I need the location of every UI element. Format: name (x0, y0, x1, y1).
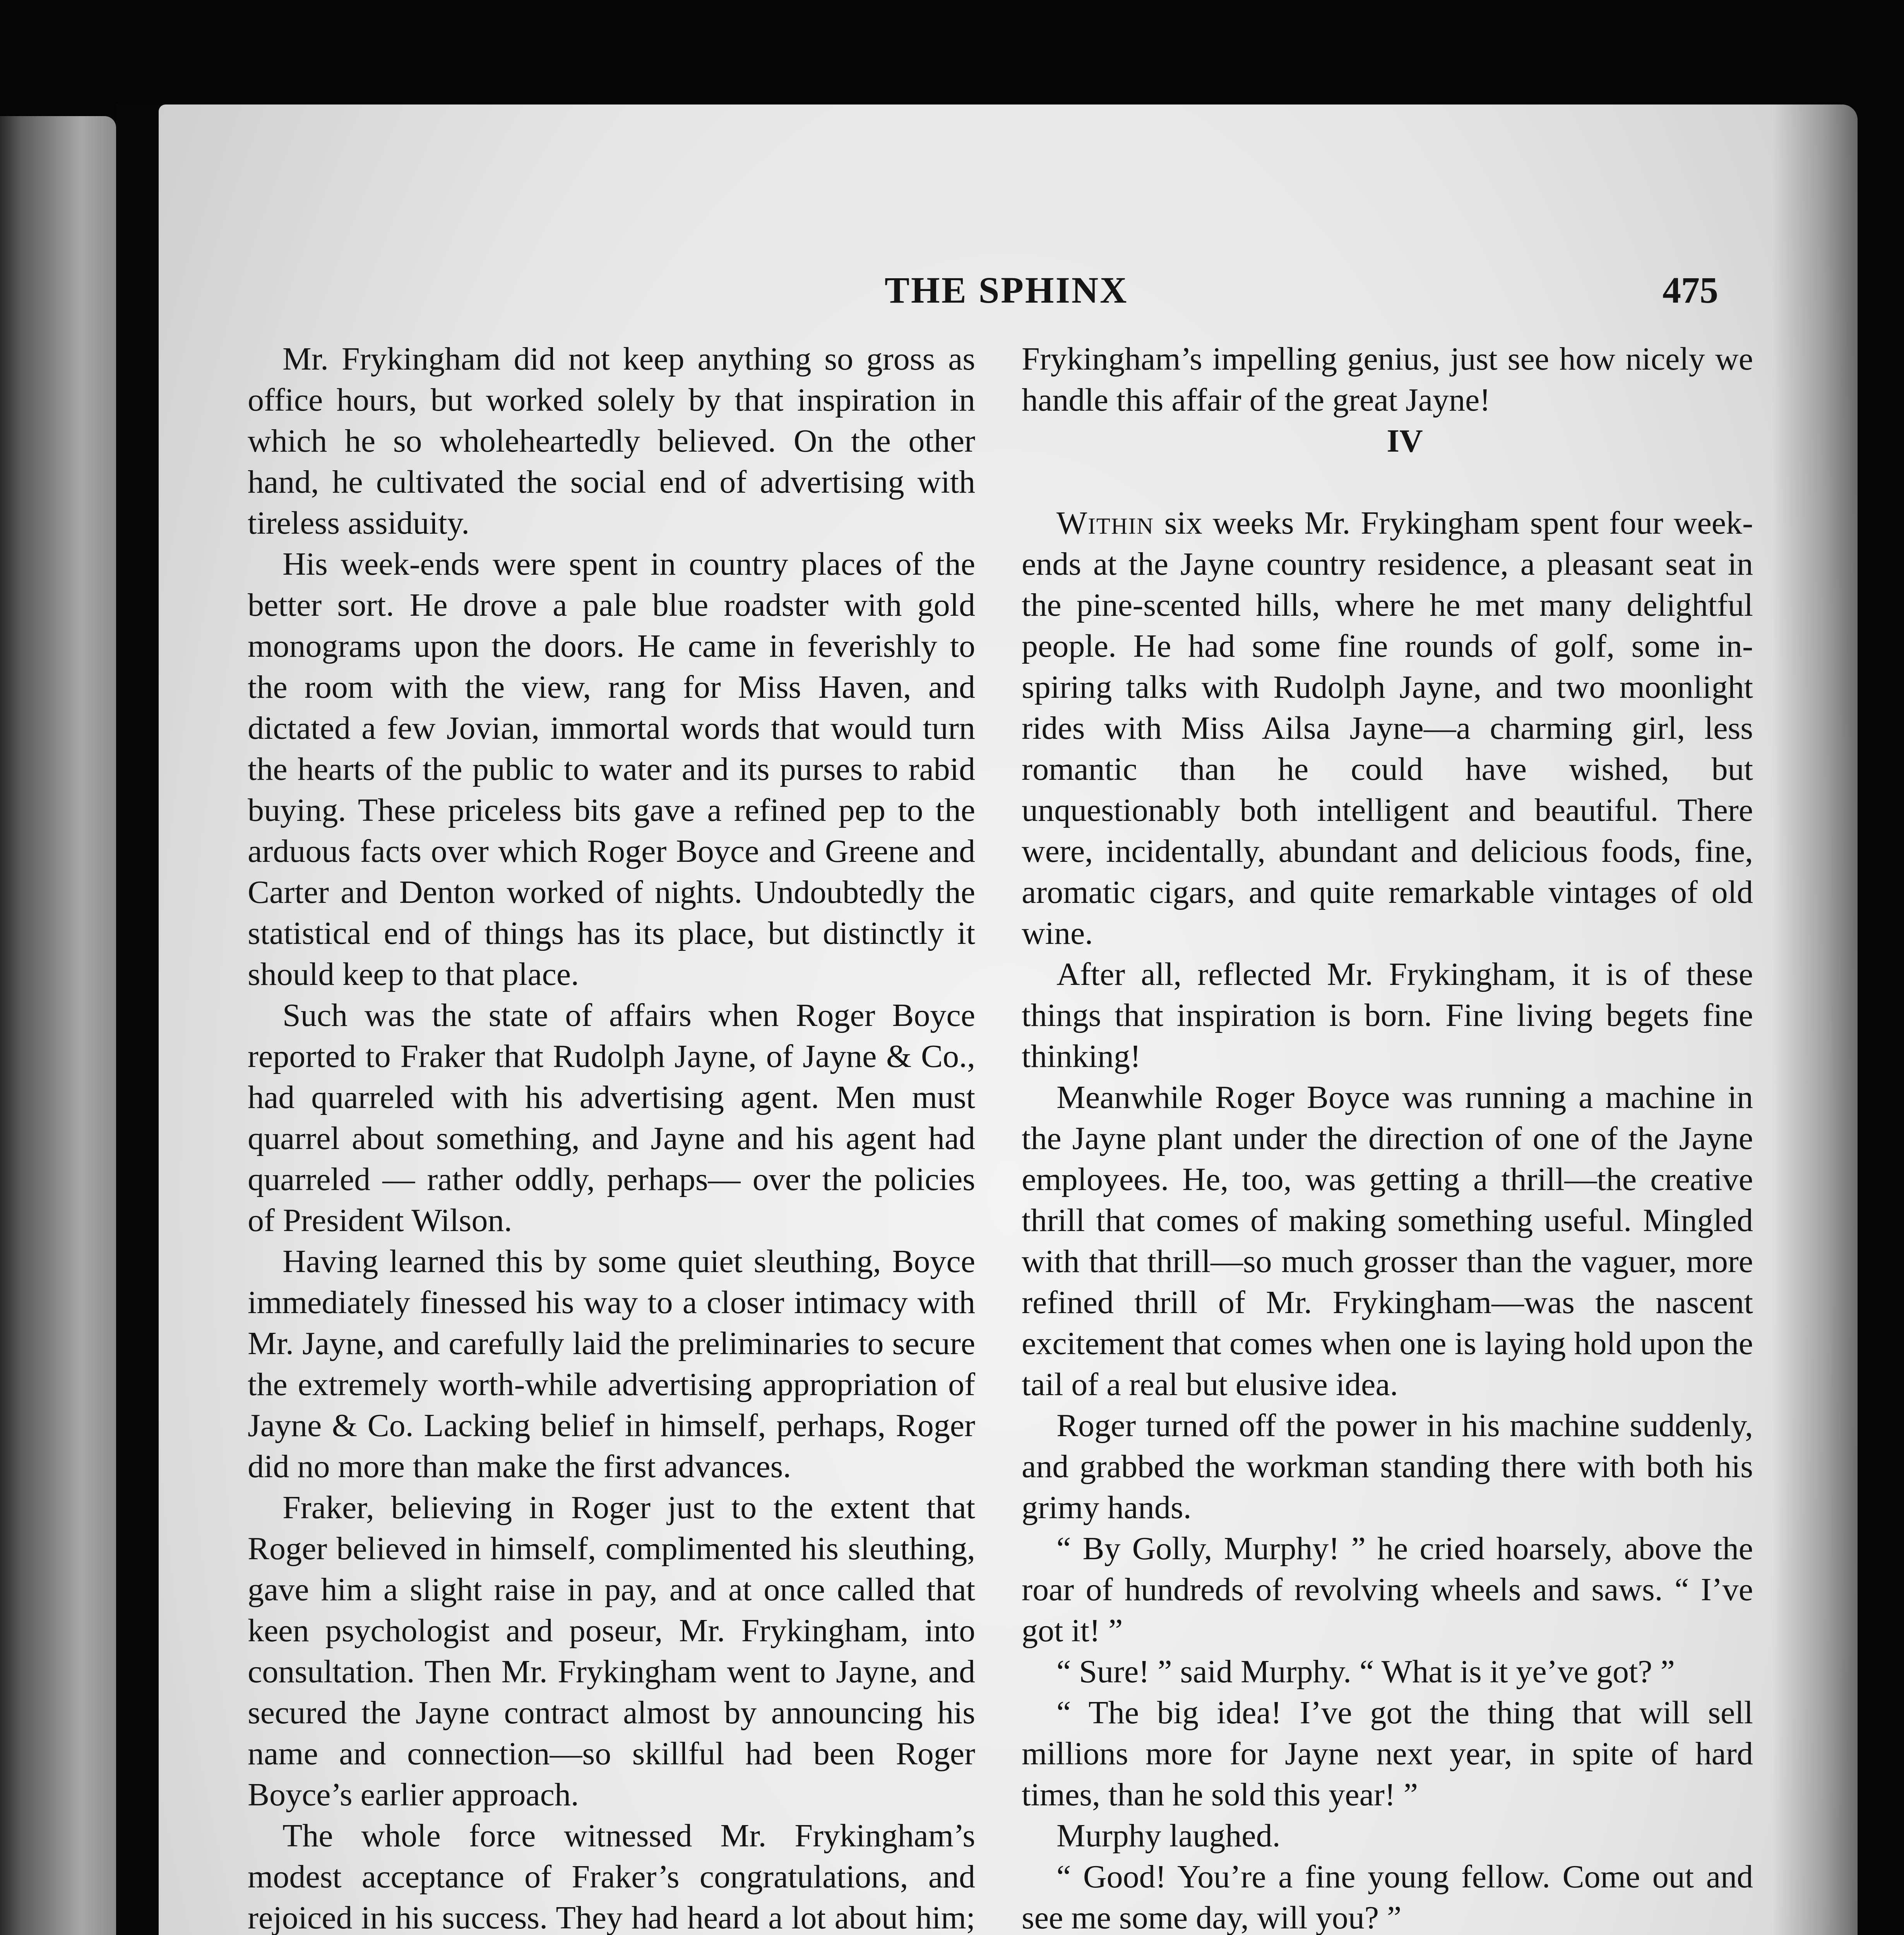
paragraph: Such was the state of affairs when Roger Boyce reported to Fraker that Rudolph Jayne, of Jayne & Co., had quarreled with his advertising agent. Men must quarrel about something, and Jayne and his agent had quarreled — rather oddly, perhaps— over the policies of President Wilson. (248, 997, 975, 1238)
dialogue-paragraph: “ Sure! ” said Murphy. “ What is it ye’ve got? ” (1056, 1654, 1675, 1690)
paragraph: Roger turned off the power in his machine suddenly, and grabbed the workman standing there with both his grimy hands. (1022, 1408, 1753, 1526)
small-caps-opening: Within (1056, 505, 1154, 541)
continued-paragraph: Frykingham’s impelling genius, just see how nicely we handle this affair of the great Jayne! (1022, 341, 1753, 418)
section-opening-paragraph (1022, 503, 1753, 954)
running-title: THE SPHINX (885, 269, 1128, 311)
right-column (1022, 339, 1753, 1935)
paragraph: Having learned this by some quiet sleuthing, Boyce immediately finessed his way to a closer intimacy with Mr. Jayne, and carefully laid the preliminaries to secure the extremely worth-while advertising appropriation of Jayne & Co. Lacking belief in himself, perhaps, Roger did no more than make the first advances. (248, 1243, 975, 1485)
book-gutter (116, 104, 159, 1935)
opening-text: six weeks Mr. Frykingham spent four week-ends at the Jayne country residence, a pleasant seat in the pine-scented hills, where he met many delightful people. He had some fine rounds of golf, some inspiring talks with Rudolph Jayne, and two moonlight rides with Miss Ailsa Jayne—a charming girl, less romantic than he could have wished, but unquestionably both intelligent and beautiful. There were, incidentally, abundant and delicious foods, fine, aromatic cigars, and quite remarkable vintages of old wine. (1022, 505, 1753, 951)
book-page (159, 104, 1858, 1935)
page-shadow (1772, 104, 1858, 1935)
left-column (248, 339, 975, 1935)
page-header (159, 267, 1858, 313)
paragraph: After all, reflected Mr. Frykingham, it is of these things that inspiration is born. Fine living begets fine thinking! (1022, 956, 1753, 1074)
paragraph: Mr. Frykingham did not keep anything so gross as office hours, but worked solely by that inspiration in which he so wholeheartedly believed. On the other hand, he cultivated the social end of advertising with tireless assiduity. (248, 341, 975, 541)
paragraph: Meanwhile Roger Boyce was running a machine in the Jayne plant under the direction of one of the Jayne employees. He, too, was getting a thrill—the creative thrill that comes of making something useful. Mingled with that thrill—so much grosser than the vaguer, more refined thrill of Mr. Frykingham—was the nascent excitement that comes when one is laying hold upon the tail of a real but elusive idea. (1022, 1079, 1753, 1402)
paragraph: His week-ends were spent in country places of the better sort. He drove a pale blue roadster with gold monograms upon the doors. He came in feverishly to the room with the view, rang for Miss Haven, and dictated a few Jovian, immortal words that would turn the hearts of the public to water and its purses to rabid buying. These priceless bits gave a refined pep to the arduous facts over which Roger Boyce and Greene and Carter and Denton worked of nights. Undoubtedly the statistical end of things has its place, but distinctly it should keep to that place. (248, 546, 975, 992)
paragraph: Murphy laughed. (1056, 1818, 1281, 1854)
dialogue-paragraph: “ Good! You’re a fine young fellow. Come out and see me some day, will you? ” (1022, 1859, 1753, 1935)
paragraph: The whole force witnessed Mr. Frykingham’s modest acceptance of Fraker’s congratulations, and rejoiced in his success. They had heard a lot about him; (248, 1818, 975, 1935)
paragraph: Fraker, believing in Roger just to the extent that Roger believed in himself, complimented his sleuthing, gave him a slight raise in pay, and at once called that keen psychologist and poseur, Mr. Frykingham, into consultation. Then Mr. Frykingham went to Jayne, and secured the Jayne contract almost by announcing his name and connection—so skillful had been Roger Boyce’s earlier approach. (248, 1490, 975, 1813)
section-number: IV (1387, 423, 1423, 459)
dialogue-paragraph: “ The big idea! I’ve got the thing that will sell millions more for Jayne next year, in spite of hard times, than he sold this year! ” (1022, 1695, 1753, 1813)
facing-page-edge (0, 116, 116, 1935)
dialogue-paragraph: “ By Golly, Murphy! ” he cried hoarsely, above the roar of hundreds of revolving wheels and saws. “ I’ve got it! ” (1022, 1531, 1753, 1649)
page-number: 475 (1663, 269, 1718, 311)
